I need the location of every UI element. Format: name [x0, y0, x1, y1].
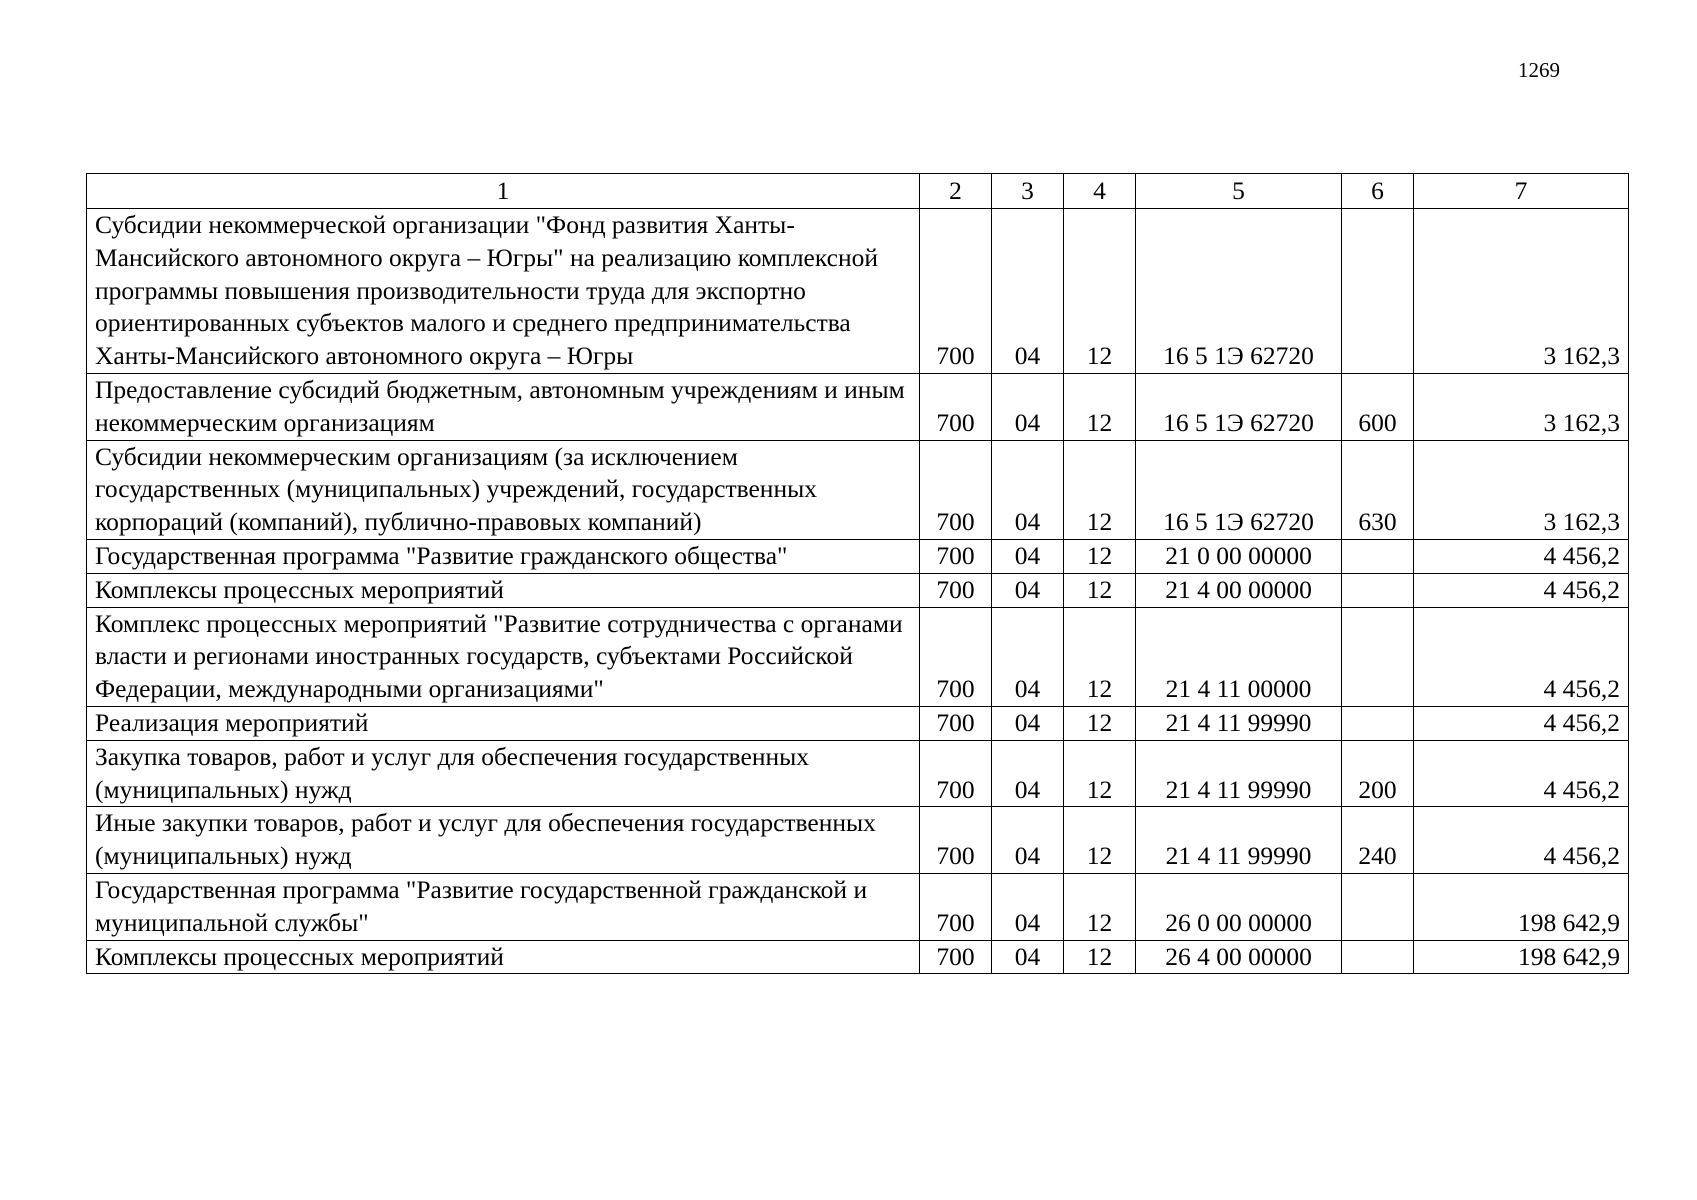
section-code-cell: 04	[992, 539, 1064, 573]
amount-cell: 4 456,2	[1414, 573, 1629, 607]
expense-type-cell: 630	[1342, 440, 1414, 539]
expense-type-cell: 600	[1342, 373, 1414, 440]
table-row	[87, 873, 1629, 940]
amount-cell: 4 456,2	[1414, 539, 1629, 573]
subsection-code-cell: 12	[1064, 873, 1136, 940]
amount-cell: 4 456,2	[1414, 706, 1629, 740]
table-row	[87, 539, 1629, 573]
row-name-cell: Предоставление субсидий бюджетным, автономным учреждениям и иным некоммерческим организациям	[87, 373, 920, 440]
header-col-6: 6	[1342, 174, 1414, 209]
section-code-cell: 04	[992, 740, 1064, 807]
header-col-3: 3	[992, 174, 1064, 209]
amount-cell: 3 162,3	[1414, 373, 1629, 440]
row-name-cell: Иные закупки товаров, работ и услуг для обеспечения государственных (муниципальных) нужд	[87, 807, 920, 874]
target-article-cell: 21 4 00 00000	[1136, 573, 1342, 607]
expense-type-cell	[1342, 940, 1414, 974]
subsection-code-cell: 12	[1064, 209, 1136, 374]
section-code-cell: 04	[992, 373, 1064, 440]
expense-type-cell	[1342, 706, 1414, 740]
ministry-code-cell: 700	[920, 440, 992, 539]
row-name-cell: Комплексы процессных мероприятий	[87, 940, 920, 974]
amount-cell: 4 456,2	[1414, 740, 1629, 807]
table-row	[87, 807, 1629, 874]
header-row	[87, 174, 1629, 209]
section-code-cell: 04	[992, 440, 1064, 539]
row-name-cell: Комплексы процессных мероприятий	[87, 573, 920, 607]
row-name-cell: Реализация мероприятий	[87, 706, 920, 740]
table-row	[87, 373, 1629, 440]
ministry-code-cell: 700	[920, 539, 992, 573]
header-col-7: 7	[1414, 174, 1629, 209]
expense-type-cell	[1342, 209, 1414, 374]
ministry-code-cell: 700	[920, 873, 992, 940]
ministry-code-cell: 700	[920, 706, 992, 740]
expense-type-cell	[1342, 873, 1414, 940]
ministry-code-cell: 700	[920, 573, 992, 607]
section-code-cell: 04	[992, 573, 1064, 607]
subsection-code-cell: 12	[1064, 940, 1136, 974]
target-article-cell: 26 4 00 00000	[1136, 940, 1342, 974]
subsection-code-cell: 12	[1064, 607, 1136, 706]
amount-cell: 198 642,9	[1414, 873, 1629, 940]
expense-type-cell	[1342, 573, 1414, 607]
table-row	[87, 940, 1629, 974]
amount-cell: 3 162,3	[1414, 209, 1629, 374]
section-code-cell: 04	[992, 940, 1064, 974]
target-article-cell: 16 5 1Э 62720	[1136, 373, 1342, 440]
target-article-cell: 16 5 1Э 62720	[1136, 209, 1342, 374]
table-row	[87, 573, 1629, 607]
table-row	[87, 440, 1629, 539]
header-col-5: 5	[1136, 174, 1342, 209]
subsection-code-cell: 12	[1064, 740, 1136, 807]
row-name-cell: Закупка товаров, работ и услуг для обеспечения государственных (муниципальных) нужд	[87, 740, 920, 807]
amount-cell: 4 456,2	[1414, 607, 1629, 706]
subsection-code-cell: 12	[1064, 440, 1136, 539]
row-name-cell: Субсидии некоммерческим организациям (за исключением государственных (муниципальных) учреждений, государственных корпораций (компаний), публично-правовых компаний)	[87, 440, 920, 539]
section-code-cell: 04	[992, 706, 1064, 740]
page-number: 1269	[1518, 58, 1560, 82]
header-col-4: 4	[1064, 174, 1136, 209]
subsection-code-cell: 12	[1064, 807, 1136, 874]
target-article-cell: 21 4 11 99990	[1136, 807, 1342, 874]
expense-type-cell	[1342, 539, 1414, 573]
target-article-cell: 21 4 11 99990	[1136, 706, 1342, 740]
subsection-code-cell: 12	[1064, 573, 1136, 607]
table-header	[87, 174, 1629, 209]
row-name-cell: Субсидии некоммерческой организации "Фонд развития Ханты-Мансийского автономного округа – Югры" на реализацию комплексной программы повышения производительности труда для экспортно ориентированных субъектов малого и среднего предпринимательства Ханты-Мансийского автономного округа – Югры	[87, 209, 920, 374]
section-code-cell: 04	[992, 607, 1064, 706]
ministry-code-cell: 700	[920, 807, 992, 874]
section-code-cell: 04	[992, 807, 1064, 874]
target-article-cell: 16 5 1Э 62720	[1136, 440, 1342, 539]
amount-cell: 198 642,9	[1414, 940, 1629, 974]
table-row	[87, 607, 1629, 706]
target-article-cell: 21 4 11 99990	[1136, 740, 1342, 807]
target-article-cell: 21 0 00 00000	[1136, 539, 1342, 573]
row-name-cell: Государственная программа "Развитие государственной гражданской и муниципальной службы"	[87, 873, 920, 940]
expense-type-cell	[1342, 607, 1414, 706]
target-article-cell: 26 0 00 00000	[1136, 873, 1342, 940]
table-row	[87, 706, 1629, 740]
ministry-code-cell: 700	[920, 607, 992, 706]
section-code-cell: 04	[992, 209, 1064, 374]
section-code-cell: 04	[992, 873, 1064, 940]
amount-cell: 3 162,3	[1414, 440, 1629, 539]
subsection-code-cell: 12	[1064, 539, 1136, 573]
ministry-code-cell: 700	[920, 209, 992, 374]
header-col-2: 2	[920, 174, 992, 209]
table-row	[87, 740, 1629, 807]
ministry-code-cell: 700	[920, 940, 992, 974]
expense-type-cell: 200	[1342, 740, 1414, 807]
ministry-code-cell: 700	[920, 740, 992, 807]
target-article-cell: 21 4 11 00000	[1136, 607, 1342, 706]
row-name-cell: Комплекс процессных мероприятий "Развитие сотрудничества с органами власти и регионами иностранных государств, субъектами Российской Федерации, международными организациями"	[87, 607, 920, 706]
header-col-1: 1	[87, 174, 920, 209]
table-row	[87, 209, 1629, 374]
ministry-code-cell: 700	[920, 373, 992, 440]
subsection-code-cell: 12	[1064, 373, 1136, 440]
row-name-cell: Государственная программа "Развитие гражданского общества"	[87, 539, 920, 573]
amount-cell: 4 456,2	[1414, 807, 1629, 874]
expense-type-cell: 240	[1342, 807, 1414, 874]
budget-table	[86, 173, 1629, 974]
subsection-code-cell: 12	[1064, 706, 1136, 740]
